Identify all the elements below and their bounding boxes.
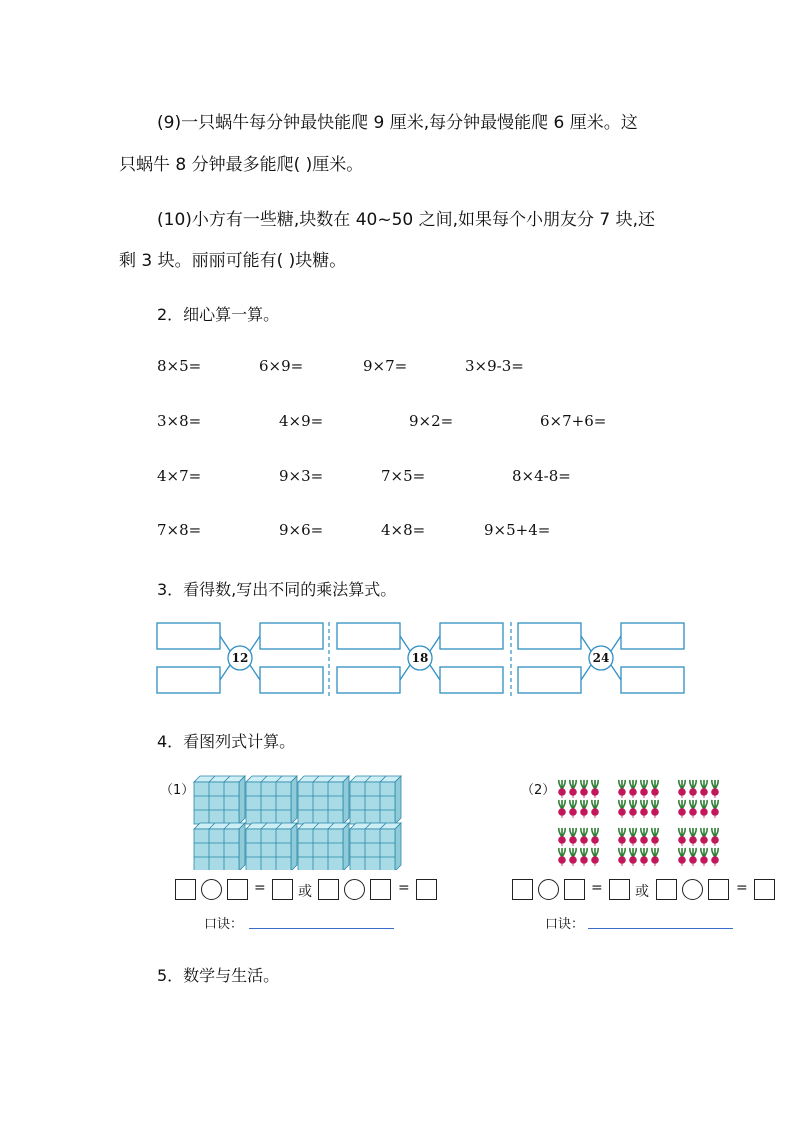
- radish-group: [558, 780, 599, 818]
- cube-picture: [192, 774, 402, 870]
- cube-block: [194, 776, 245, 824]
- calc-item: 8×4-8=: [512, 467, 571, 485]
- factor-diagrams: [154, 620, 694, 700]
- koujue-label: 口诀：: [545, 917, 585, 932]
- answer-square[interactable]: [609, 879, 630, 900]
- calc-item: 7×5=: [381, 467, 426, 485]
- answer-square[interactable]: [708, 879, 729, 900]
- cube-block: [194, 823, 245, 870]
- calc-item: 4×8=: [381, 521, 426, 539]
- answer-square[interactable]: [227, 879, 248, 900]
- item10-line2: 剩 3 块。丽丽可能有( )块糖。: [119, 251, 347, 271]
- answer-square[interactable]: [272, 879, 293, 900]
- section-3-title: 3．看得数,写出不同的乘法算式。: [157, 580, 397, 599]
- answer-box: [518, 667, 581, 693]
- answer-box: [337, 667, 400, 693]
- section-2-title: 2．细心算一算。: [157, 305, 280, 324]
- section-5-title: 5．数学与生活。: [157, 966, 280, 985]
- answer-box: [621, 623, 684, 649]
- koujue-label: 口诀：: [204, 917, 244, 932]
- equals-sign: =: [398, 880, 410, 896]
- answer-box: [337, 623, 400, 649]
- calc-item: 3×9-3=: [465, 357, 524, 375]
- operator-circle[interactable]: [682, 879, 703, 900]
- operator-circle[interactable]: [201, 879, 222, 900]
- or-text: 或: [635, 884, 649, 900]
- picture-1-label: （1）: [160, 783, 195, 798]
- cube-block: [298, 823, 349, 870]
- item9-line1: (9)一只蜗牛每分钟最快能爬 9 厘米,每分钟最慢能爬 6 厘米。这: [157, 113, 638, 133]
- cube-block: [350, 823, 401, 870]
- answer-square[interactable]: [656, 879, 677, 900]
- equals-sign: =: [254, 880, 266, 896]
- koujue-answer-line[interactable]: [588, 928, 733, 929]
- calc-item: 6×7+6=: [540, 412, 607, 430]
- equals-sign: =: [736, 880, 748, 896]
- target-number-24: 24: [592, 651, 610, 665]
- radish-group: [558, 828, 599, 866]
- radish-group: [678, 780, 719, 818]
- answer-square[interactable]: [564, 879, 585, 900]
- answer-square[interactable]: [416, 879, 437, 900]
- calc-item: 8×5=: [157, 357, 202, 375]
- koujue-answer-line[interactable]: [249, 928, 394, 929]
- radish-group: [618, 780, 659, 818]
- section-4-title: 4．看图列式计算。: [157, 732, 296, 751]
- calc-item: 9×5+4=: [484, 521, 551, 539]
- cube-block: [350, 776, 401, 824]
- answer-box: [518, 623, 581, 649]
- answer-box: [260, 623, 323, 649]
- answer-square[interactable]: [754, 879, 775, 900]
- calc-item: 9×6=: [279, 521, 324, 539]
- calc-item: 4×9=: [279, 412, 324, 430]
- answer-box: [157, 623, 220, 649]
- answer-box: [440, 667, 503, 693]
- answer-square[interactable]: [512, 879, 533, 900]
- calc-item: 3×8=: [157, 412, 202, 430]
- calc-item: 9×2=: [409, 412, 454, 430]
- radish-group: [678, 828, 719, 866]
- operator-circle[interactable]: [344, 879, 365, 900]
- equals-sign: =: [591, 880, 603, 896]
- calc-item: 9×7=: [363, 357, 408, 375]
- picture-2-label: （2）: [521, 783, 556, 798]
- calc-item: 9×3=: [279, 467, 324, 485]
- radish-picture: [554, 778, 724, 868]
- answer-box: [260, 667, 323, 693]
- calc-item: 7×8=: [157, 521, 202, 539]
- target-number-18: 18: [411, 651, 429, 665]
- operator-circle[interactable]: [538, 879, 559, 900]
- answer-square[interactable]: [318, 879, 339, 900]
- cube-block: [246, 776, 297, 824]
- calc-item: 6×9=: [259, 357, 304, 375]
- cube-block: [298, 776, 349, 824]
- radish-group: [618, 828, 659, 866]
- item10-line1: (10)小方有一些糖,块数在 40~50 之间,如果每个小朋友分 7 块,还: [157, 210, 656, 230]
- item9-line2: 只蜗牛 8 分钟最多能爬( )厘米。: [119, 155, 364, 175]
- or-text: 或: [298, 884, 312, 900]
- answer-box: [440, 623, 503, 649]
- answer-box: [621, 667, 684, 693]
- answer-box: [157, 667, 220, 693]
- cube-block: [246, 823, 297, 870]
- answer-square[interactable]: [175, 879, 196, 900]
- calc-item: 4×7=: [157, 467, 202, 485]
- answer-square[interactable]: [370, 879, 391, 900]
- target-number-12: 12: [231, 651, 249, 665]
